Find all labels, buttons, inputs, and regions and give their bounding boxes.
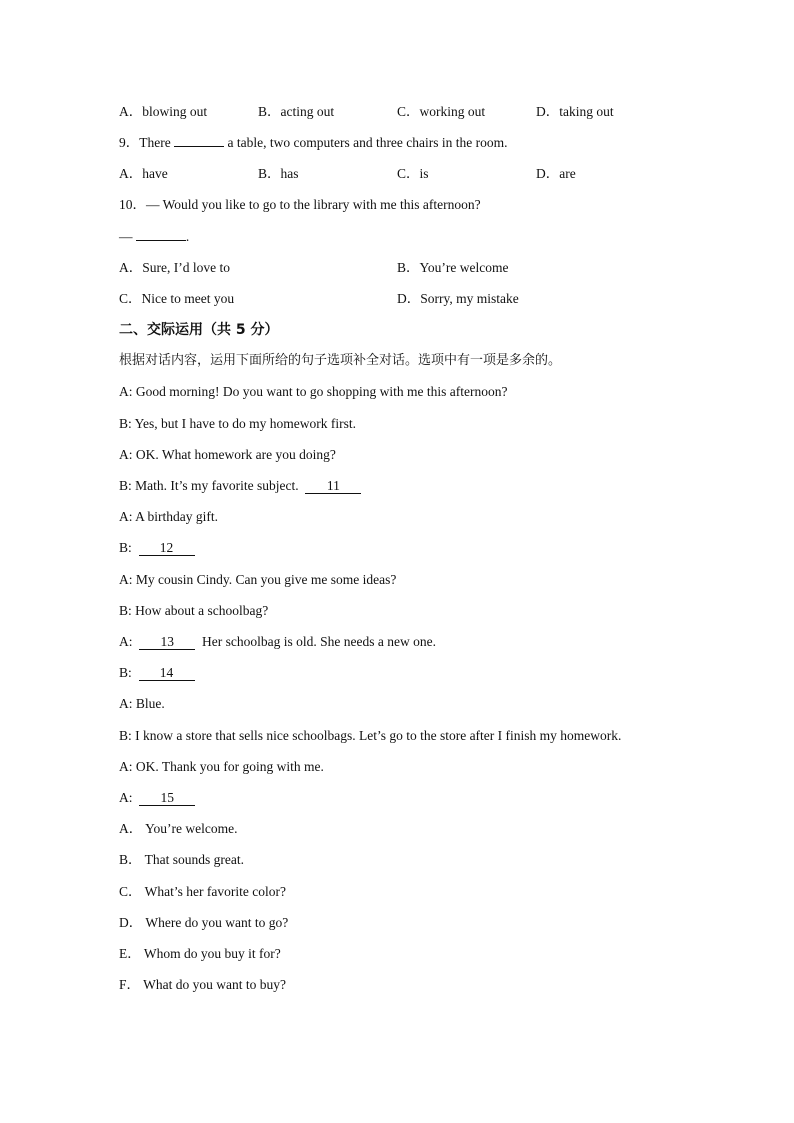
question-10-reply: — . <box>119 229 190 244</box>
dialogue-line: B: Math. It’s my favorite subject. 11 <box>119 477 361 495</box>
choice-c: C． What’s her favorite color? <box>119 884 286 899</box>
dialogue-line: A: OK. What homework are you doing? <box>119 447 336 462</box>
q9-option-d: D．are <box>536 166 576 181</box>
dialogue-line: A: OK. Thank you for going with me. <box>119 759 324 774</box>
dialogue-line: A: My cousin Cindy. Can you give me some ideas? <box>119 572 397 587</box>
dialogue-line: A: Good morning! Do you want to go shopping with me this afternoon? <box>119 384 508 399</box>
q8-option-b: B．acting out <box>258 104 335 119</box>
dialogue-line: B: 12 <box>119 539 195 557</box>
choice-e: E． Whom do you buy it for? <box>119 946 281 961</box>
q9-option-a: A．have <box>119 166 168 181</box>
q8-option-a: A．blowing out <box>119 104 208 119</box>
answer-blank-15: 15 <box>139 790 195 806</box>
dialogue-line: A: 13 Her schoolbag is old. She needs a new one. <box>119 634 436 649</box>
question-9: 9．There a table, two computers and three chairs in the room. <box>119 135 508 150</box>
dialogue-line: A: A birthday gift. <box>119 509 219 524</box>
dialogue-line: B: 14 <box>119 664 195 682</box>
dialogue-line: B: How about a schoolbag? <box>119 603 269 618</box>
dialogue-line: A: Blue. <box>119 696 165 711</box>
dialogue-line: A: 15 <box>119 789 195 807</box>
answer-blank <box>174 146 224 147</box>
q9-option-c: C．is <box>397 166 429 181</box>
answer-blank-11: 11 <box>305 478 361 494</box>
section-instruction: 根据对话内容，运用下面所给的句子选项补全对话。选项中有一项是多余的。 <box>119 353 562 368</box>
dialogue-line: B: I know a store that sells nice schoolbags. Let’s go to the store after I finish my homework. <box>119 728 622 743</box>
q10-option-b: B．You’re welcome <box>397 260 509 275</box>
dialogue-line: B: Yes, but I have to do my homework first. <box>119 416 356 431</box>
answer-blank-14: 14 <box>139 665 195 681</box>
q9-option-b: B．has <box>258 166 299 181</box>
choice-b: B． That sounds great. <box>119 852 245 867</box>
q10-option-c: C．Nice to meet you <box>119 291 235 306</box>
answer-blank <box>136 240 186 241</box>
answer-blank-12: 12 <box>139 540 195 556</box>
q10-option-d: D．Sorry, my mistake <box>397 291 519 306</box>
q8-option-c: C．working out <box>397 104 486 119</box>
choice-a: A． You’re welcome. <box>119 821 238 836</box>
choice-f: F． What do you want to buy? <box>119 977 287 992</box>
answer-blank-13: 13 <box>139 634 195 650</box>
section-heading: 二、交际运用（共 5 分） <box>119 322 279 338</box>
question-10: 10．— Would you like to go to the library with me this afternoon? <box>119 197 481 212</box>
q8-option-d: D．taking out <box>536 104 614 119</box>
q10-option-a: A．Sure, I’d love to <box>119 260 230 275</box>
choice-d: D． Where do you want to go? <box>119 915 289 930</box>
